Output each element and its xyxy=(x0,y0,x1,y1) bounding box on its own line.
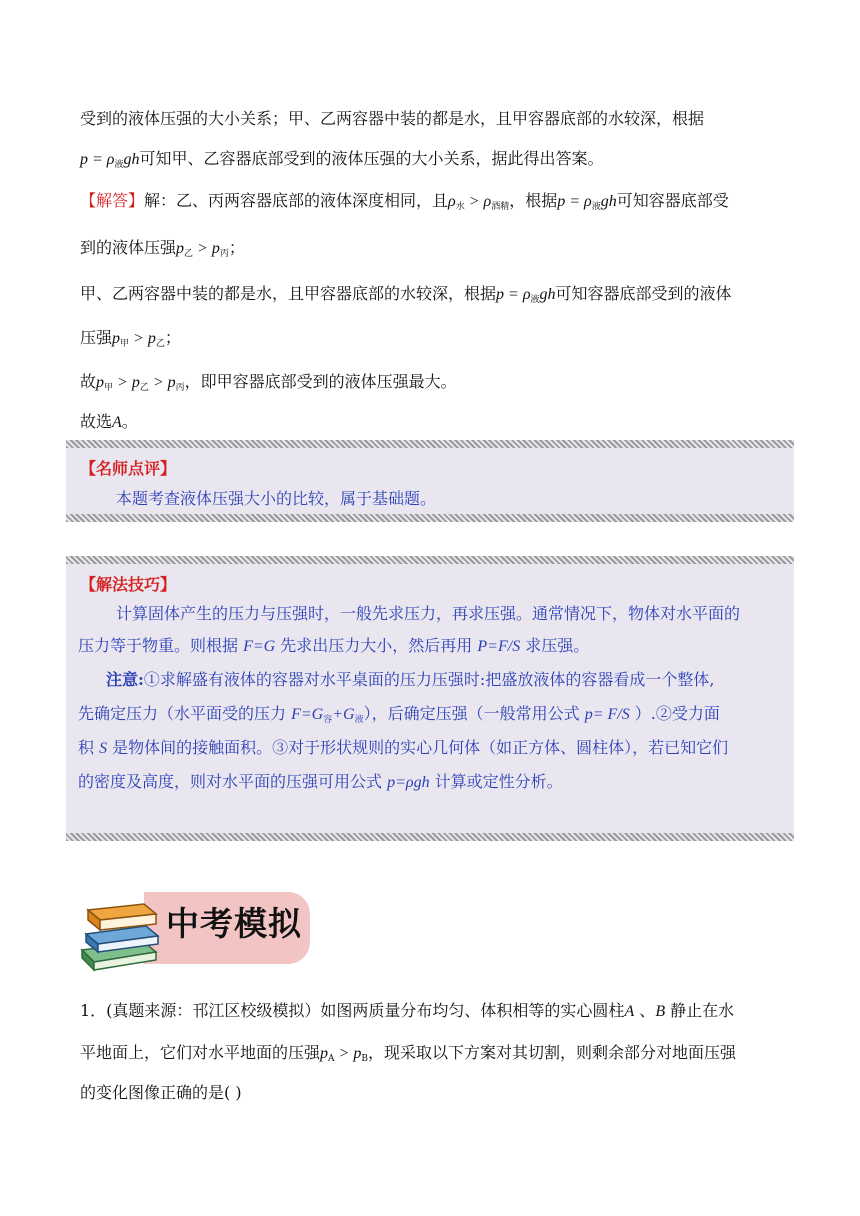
answer-tag: 【解答】 xyxy=(80,191,145,210)
teacher-comment-title: 【名师点评】 xyxy=(80,459,177,478)
teacher-comment-text: 本题考查液体压强大小的比较，属于基础题。 xyxy=(116,489,437,508)
box-border-bottom xyxy=(66,833,794,841)
question-line-2: 平地面上，它们对水平地面的压强$p_A > p_B$，现采取以下方案对其切割，则剩余部分对地面压强 xyxy=(80,1043,736,1064)
technique-line-1: 计算固体产生的压力与压强时，一般先求压力，再求压强。通常情况下，物体对水平面的 xyxy=(116,604,741,623)
solution-line-1: 受到的液体压强的大小关系；甲、乙两容器中装的都是水，且甲容器底部的水较深，根据 xyxy=(80,109,705,128)
solution-line-5: 甲、乙两容器中装的都是水，且甲容器底部的水较深，根据$p = \rho_液gh$可知容器底部受到的液体 xyxy=(80,284,732,305)
answer-choice: A xyxy=(112,414,122,431)
solution-line-2: $p = \rho_液gh$可知甲、乙容器底部受到的液体压强的大小关系，据此得出答案。 xyxy=(80,149,604,170)
technique-line-6: 的密度及高度，则对水平面的压强可用公式 p=ρgh 计算或定性分析。 xyxy=(78,772,563,791)
section-banner xyxy=(74,886,310,968)
box-border-top xyxy=(66,556,794,564)
technique-box xyxy=(66,556,794,841)
teacher-comment-box xyxy=(66,440,794,522)
solution-line-7: 故$p_甲 > p_乙 > p_丙$，即甲容器底部受到的液体压强最大。 xyxy=(80,372,457,393)
solution-line-6: 压强$p_甲 > p_乙$； xyxy=(80,328,181,349)
question-line-3: 的变化图像正确的是( ) xyxy=(80,1083,242,1102)
solution-line-8: 故选A。 xyxy=(80,412,138,431)
technique-line-5: 积 S 是物体间的接触面积。③对于形状规则的实心几何体（如正方体、圆柱体），若已知它们 xyxy=(78,738,729,757)
question-line-1: 1．(真题来源：邗江区校级模拟）如图两质量分布均匀、体积相等的实心圆柱A 、B 静止在水 xyxy=(80,1001,735,1020)
technique-line-2: 压力等于物重。则根据 F=G 先求出压力大小，然后再用 P=F/S 求压强。 xyxy=(78,636,590,655)
technique-line-4: 先确定压力（水平面受的压力 $F=G_容+G_液$），后确定压强（一般常用公式 p= F/S ）.②受力面 xyxy=(78,704,720,725)
section-title: 中考模拟 xyxy=(166,904,302,943)
technique-title: 【解法技巧】 xyxy=(80,575,177,594)
books-icon xyxy=(74,896,170,974)
technique-line-3: 注意:①求解盛有液体的容器对水平桌面的压力压强时:把盛放液体的容器看成一个整体, xyxy=(106,670,715,689)
solution-line-4: 到的液体压强$p_乙 > p_丙$； xyxy=(80,238,245,259)
box-border-bottom xyxy=(66,514,794,522)
box-border-top xyxy=(66,440,794,448)
solution-line-3: 【解答】解：乙、丙两容器底部的液体深度相同，且$\rho_水 > \rho_{酒精}$，根据$p = \rho_液gh$可知容器底部受 xyxy=(80,191,729,212)
